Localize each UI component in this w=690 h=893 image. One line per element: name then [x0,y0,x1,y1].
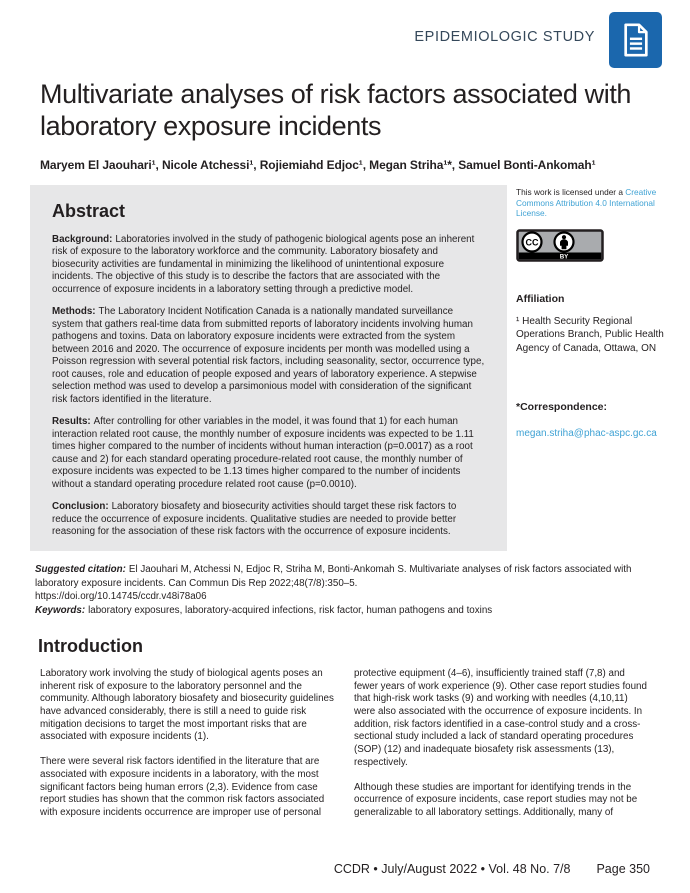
cc-by-badge-glyph [516,229,604,262]
introduction-heading: Introduction [38,635,143,656]
footer-journal-line: CCDR • July/August 2022 • Vol. 48 No. 7/8 [333,862,571,876]
suggested-citation-block [35,563,652,618]
main-row [30,185,690,551]
document-icon-glyph [621,23,651,57]
svg-text:CC: CC [525,237,539,248]
abstract-results-paragraph [52,416,485,491]
abstract-methods-label: Methods: [52,306,96,318]
license-prefix-text: This work is licensed under a [516,186,626,197]
cc-by-badge[interactable] [516,229,678,267]
affiliation-heading: Affiliation [516,293,565,306]
abstract-box [30,185,507,551]
abstract-conclusion-paragraph [52,501,485,539]
suggested-citation-text: El Jaouhari M, Atchessi N, Edjoc R, Striha M, Bonti-Ankomah S. Multivariate analyses of risk factors associated with laboratory exposure incidents. Can Commun Dis Rep 2022;48(7/8):350–5. [35,563,632,589]
abstract-methods-text: The Laboratory Incident Notification Canada is a nationally mandated surveillance system that gathers real-time data from submitted reports of laboratory incidents involving human pathogens and toxins. Data on laboratory exposure incidents were extracted from the system between 2016 and 2020. The occurrence of exposure incidents per month was modelled using a Poisson regression with several potential risk factors, including seasonality, sector, occurrence type, root causes, role and education of people exposed and years of laboratory experience. A stepwise selection method was used to develop a parsimonious model with consideration of the significant risk factors identified in the literature. [52,306,485,405]
abstract-background-paragraph [52,234,485,297]
article-category-label: EPIDEMIOLOGIC STUDY [414,29,595,45]
suggested-citation-label: Suggested citation: [35,563,126,575]
intro-left-paragraph-2: There were several risk factors identified in the literature that are associated with exposure incidents in a laboratory, with the most significant factors being human errors (2,3). Evidence from case report studies has shown that the common risk factors associated with exposure incidents occurrence are improper use of personal [40,756,325,818]
introduction-columns [40,668,650,820]
license-note [516,187,678,219]
intro-right-paragraph-2: Although these studies are important for identifying trends in the occurrence of exposure incidents, case report studies may not be generalizable to all laboratory settings. Additionally, many of [354,781,638,818]
correspondence-email-link[interactable]: megan.striha@phac-aspc.gc.ca [516,427,657,439]
page-footer [334,862,650,876]
intro-right-paragraph-1: protective equipment (4–6), insufficiently trained staff (7,8) and fewer years of work experience (9). Other case report studies found that high-risk work tasks (9) and working with needles (4,10,11) were also associated with the occurrence of exposure incidents. In addition, risk factors identified in a case-control study and a cross-sectional study included a lack of standard operating procedures (SOP) (12) and inadequate biosafety risk assessments (13), respectively. [354,667,647,768]
abstract-heading: Abstract [52,200,126,221]
abstract-results-text: After controlling for other variables in the model, it was found that 1) for each human interaction related root cause, the monthly number of exposure incidents was expected to be 1.11 times higher compared to the number of incidents without human interaction (p=0.0017) as a root cause and 2) for each standard operating procedure-related root cause, the monthly number of exposure incidents was expected to be 1.13 times higher compared to the number of incidents without a standard operating procedure related root cause (p=0.0010). [52,416,474,490]
authors-line: Maryem El Jaouhari¹, Nicole Atchessi¹, Rojiemiahd Edjoc¹, Megan Striha¹*, Samuel Bonti-Ankomah¹ [40,157,596,172]
intro-left-paragraph-1: Laboratory work involving the study of biological agents poses an inherent risk of exposure to the laboratory personnel and the community. Although laboratory biosafety and biosecurity guidelines have advanced considerably, there is still a need to guide risk mitigation decisions to target the most important risks that are associated with exposure incidents (1). [40,667,334,743]
doi-link[interactable]: https://doi.org/10.14745/ccdr.v48i78a06 [35,591,207,603]
abstract-methods-paragraph [52,306,485,406]
abstract-results-label: Results: [52,416,91,428]
page-title: Multivariate analyses of risk factors associated with laboratory exposure incidents [40,79,632,142]
abstract-conclusion-label: Conclusion: [52,501,109,513]
affiliation-text: ¹ Health Security Regional Operations Branch, Public Health Agency of Canada, Ottawa, ON [516,316,664,354]
sidebar [516,185,678,551]
cc-license-link[interactable]: Creative Commons Attribution 4.0 International License. [516,186,657,219]
abstract-background-label: Background: [52,233,113,245]
abstract-conclusion-text: Laboratory biosafety and biosecurity activities should target these risk factors to reduce the occurrence of exposure incidents. Qualitative studies are needed to provide better reasoning for the association of these risk factors with the occurrence of exposure incidents. [52,501,457,538]
intro-column-right [354,668,650,820]
abstract-background-text: Laboratories involved in the study of pathogenic biological agents pose an inherent risk of exposure to the laboratory workforce and the community. Laboratory biosafety and biosecurity activities are fundamental in minimizing the likelihood of unintentional exposure incidents. The objective of this study is to describe the factors that are associated with the occurrence of exposure incidents in a laboratory setting through a predictive model. [52,233,475,295]
suggested-citation-paragraph [35,563,652,604]
keywords-label: Keywords: [35,605,86,617]
correspondence-heading: *Correspondence: [516,400,608,413]
intro-column-left [40,668,336,820]
header [0,0,690,70]
cc-badge-by-label: BY [559,253,569,261]
keywords-text: laboratory exposures, laboratory-acquired infections, risk factor, human pathogens and toxins [88,605,493,617]
keywords-paragraph [35,604,652,618]
document-icon [609,12,662,68]
footer-page-number: Page 350 [596,862,650,876]
